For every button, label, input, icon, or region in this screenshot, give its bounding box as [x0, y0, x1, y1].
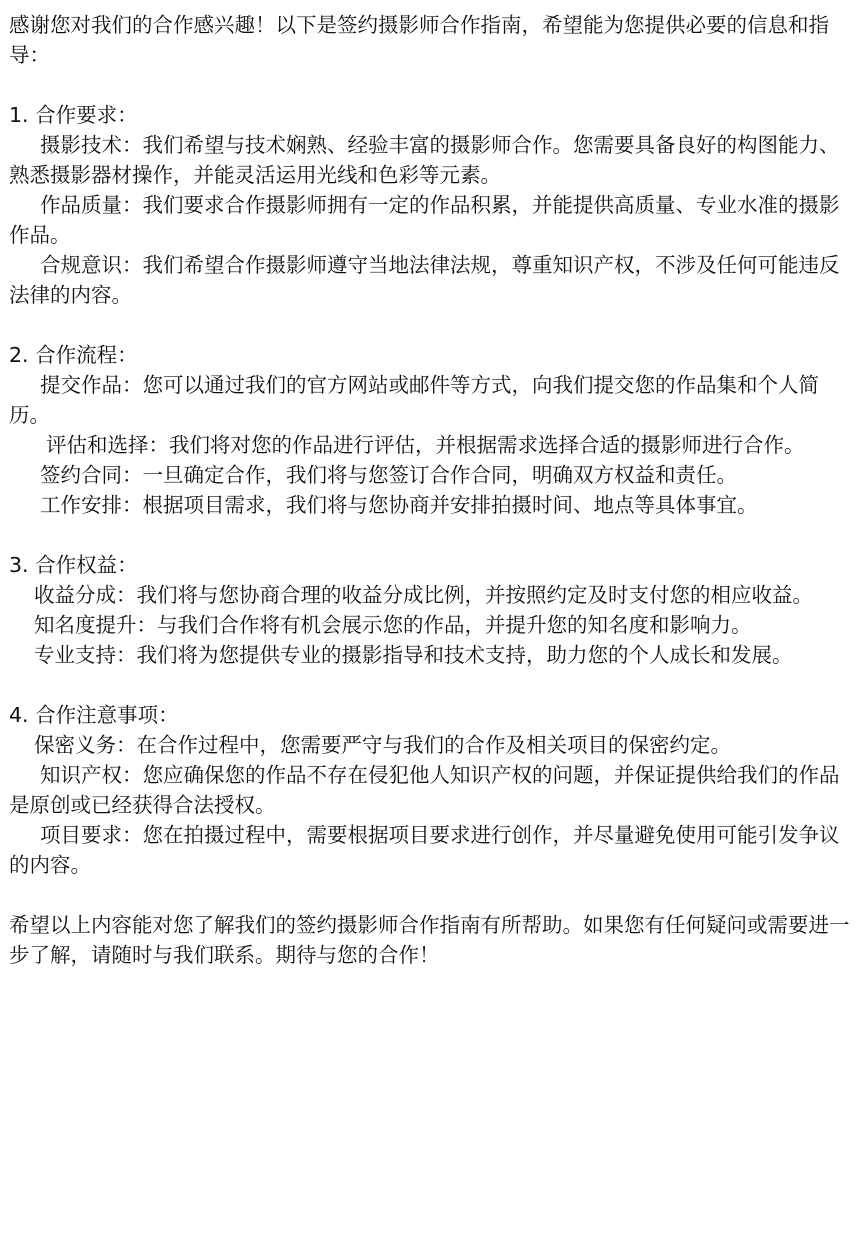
section-heading: 1. 合作要求：: [9, 103, 138, 127]
list-item: 合规意识：我们希望合作摄影师遵守当地法律法规，尊重知识产权，不涉及任何可能违反法律的内容。: [9, 253, 840, 307]
section-heading: 3. 合作权益：: [9, 553, 138, 577]
spacer: [9, 670, 855, 700]
list-item: 收益分成：我们将与您协商合理的收益分成比例，并按照约定及时支付您的相应收益。: [34, 583, 813, 607]
section-process: [9, 340, 855, 520]
document-body: [9, 10, 855, 970]
section-benefits: [9, 550, 855, 670]
section-requirements: [9, 100, 855, 310]
intro-paragraph: 感谢您对我们的合作感兴趣！以下是签约摄影师合作指南，希望能为您提供必要的信息和指导：: [9, 13, 829, 67]
list-item: 保密义务：在合作过程中，您需要严守与我们的合作及相关项目的保密约定。: [34, 733, 731, 757]
spacer: [9, 70, 855, 100]
spacer: [9, 310, 855, 340]
section-heading: 2. 合作流程：: [9, 343, 138, 367]
list-item: 知识产权：您应确保您的作品不存在侵犯他人知识产权的问题，并保证提供给我们的作品是原创或已经获得合法授权。: [9, 763, 840, 817]
list-item: 摄影技术：我们希望与技术娴熟、经验丰富的摄影师合作。您需要具备良好的构图能力、熟悉摄影器材操作，并能灵活运用光线和色彩等元素。: [9, 133, 840, 187]
list-item: 提交作品：您可以通过我们的官方网站或邮件等方式，向我们提交您的作品集和个人简历。: [9, 373, 819, 427]
list-item: 工作安排：根据项目需求，我们将与您协商并安排拍摄时间、地点等具体事宜。: [40, 493, 758, 517]
section-notes: [9, 700, 855, 880]
list-item: 签约合同：一旦确定合作，我们将与您签订合作合同，明确双方权益和责任。: [40, 463, 737, 487]
list-item: 项目要求：您在拍摄过程中，需要根据项目要求进行创作，并尽量避免使用可能引发争议的内容。: [9, 823, 840, 877]
list-item: 专业支持：我们将为您提供专业的摄影指导和技术支持，助力您的个人成长和发展。: [34, 643, 793, 667]
section-heading: 4. 合作注意事项：: [9, 703, 179, 727]
spacer: [9, 880, 855, 910]
list-item: 评估和选择：我们将对您的作品进行评估，并根据需求选择合适的摄影师进行合作。: [46, 433, 805, 457]
closing-paragraph: 希望以上内容能对您了解我们的签约摄影师合作指南有所帮助。如果您有任何疑问或需要进一步了解，请随时与我们联系。期待与您的合作！: [9, 913, 850, 967]
spacer: [9, 520, 855, 550]
list-item: 知名度提升：与我们合作将有机会展示您的作品，并提升您的知名度和影响力。: [34, 613, 752, 637]
list-item: 作品质量：我们要求合作摄影师拥有一定的作品积累，并能提供高质量、专业水准的摄影作品。: [9, 193, 840, 247]
